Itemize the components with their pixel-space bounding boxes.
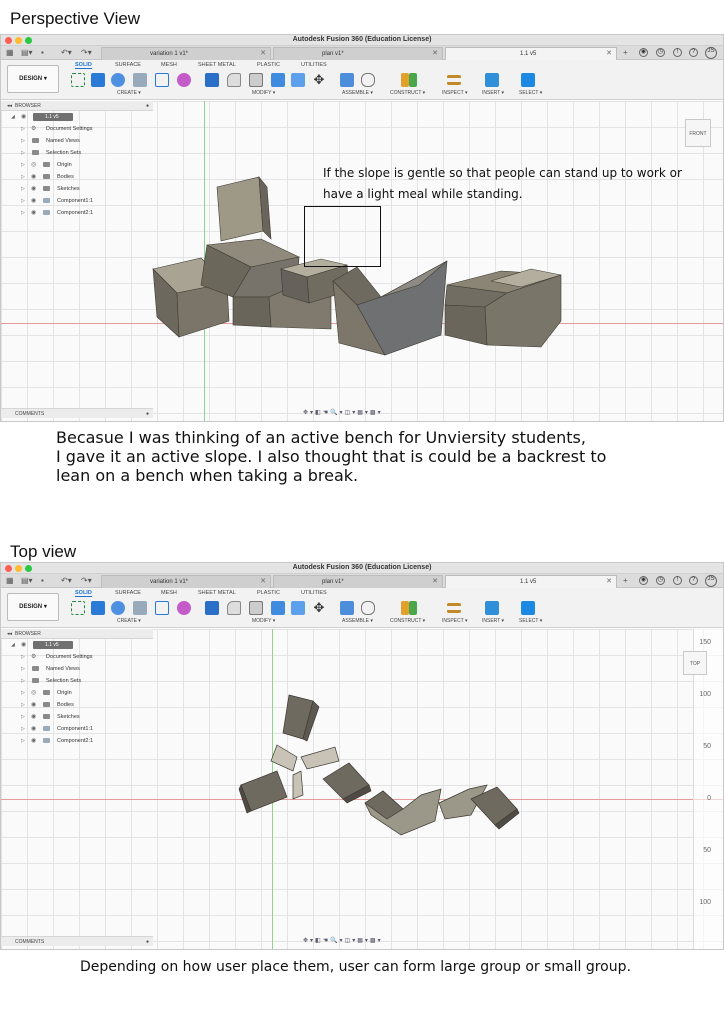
browser-item[interactable]: ▷ Named Views (21, 138, 80, 144)
undo-icon[interactable]: ↶▾ (61, 576, 72, 585)
tab-utilities[interactable]: UTILITIES (301, 590, 327, 596)
tab-plastic[interactable]: PLASTIC (257, 590, 280, 596)
tab-plastic[interactable]: PLASTIC (257, 62, 280, 68)
eye-icon[interactable]: ◉ (31, 210, 37, 216)
tab-surface[interactable]: SURFACE (115, 62, 141, 68)
eye-icon[interactable]: ◉ (31, 174, 37, 180)
slope-annotation: If the slope is gentle so that people can stand up to work or have a light meal while standing. (323, 166, 682, 201)
comments-panel[interactable]: COMMENTS ● (1, 408, 153, 418)
viewcube[interactable]: TOP (683, 651, 707, 675)
browser-item[interactable]: ▷ ⚙ Document Settings (1, 651, 153, 663)
browser-panel (1, 629, 153, 747)
create-menu[interactable]: CREATE ▾ (117, 618, 141, 624)
save-icon[interactable]: ▪ (41, 48, 44, 57)
top-view-title: Top view (10, 542, 77, 561)
tab-active-design[interactable]: 1.1 v5 ✕ (445, 47, 617, 60)
select-menu[interactable]: SELECT ▾ (519, 618, 543, 624)
browser-item[interactable]: ▷ ◉ Component1:1 (1, 723, 153, 735)
tab-solid[interactable]: SOLID (75, 590, 92, 596)
browser-item[interactable]: ▷ Named Views (21, 666, 80, 672)
tab-variation[interactable]: variation 1 v1* ✕ (101, 575, 271, 588)
new-tab-icon[interactable]: + (623, 48, 628, 57)
modify-menu[interactable]: MODIFY ▾ (252, 90, 276, 96)
inspect-menu[interactable]: INSPECT ▾ (442, 90, 468, 96)
redo-icon[interactable]: ↷▾ (81, 48, 92, 57)
user-avatar[interactable]: JS (705, 47, 717, 59)
browser-item[interactable]: ▷ ◉ Sketches (1, 183, 153, 195)
top-view-models[interactable] (1, 563, 724, 950)
gear-icon: ⚙ (31, 126, 37, 132)
close-icon[interactable]: ✕ (260, 578, 266, 585)
notifications-icon[interactable]: ! (673, 576, 682, 585)
help-icon[interactable]: ? (689, 576, 698, 585)
dimension-ruler: 150 100 50 0 50 100 (693, 629, 723, 949)
fusion-window-top (0, 562, 724, 950)
assemble-menu[interactable]: ASSEMBLE ▾ (342, 618, 373, 624)
eye-icon[interactable]: ◉ (31, 702, 37, 708)
navigation-bar[interactable]: ✥▾◧☚🔍▾◫▾▦▾▩▾ (303, 410, 383, 416)
new-tab-icon[interactable]: + (623, 576, 628, 585)
browser-root[interactable]: ◢ ◉ 1.1 v5 (1, 111, 153, 123)
window-title: Autodesk Fusion 360 (Education License) (292, 564, 432, 571)
viewcube[interactable]: FRONT (685, 119, 711, 147)
redo-icon[interactable]: ↷▾ (81, 576, 92, 585)
folder-icon (32, 678, 39, 683)
browser-header[interactable]: ◂◂ BROWSER ● (1, 101, 153, 111)
eye-icon[interactable]: ◉ (31, 714, 37, 720)
browser-root[interactable]: ◢ ◉ 1.1 v5 (1, 639, 153, 651)
insert-menu[interactable]: INSERT ▾ (482, 90, 505, 96)
tab-sheet-metal[interactable]: SHEET METAL (198, 62, 236, 68)
perspective-caption: Becasue I was thinking of an active bench for Unviersity students, I gave it an active slope. I also thought that is could be a backrest to lean on a bench when taking a break. (56, 428, 607, 485)
browser-item[interactable]: ▷ Selection Sets (21, 150, 82, 156)
tab-variation[interactable]: variation 1 v1* ✕ (101, 47, 271, 60)
browser-item[interactable]: ▷ ◉ Bodies (1, 699, 153, 711)
window-title: Autodesk Fusion 360 (Education License) (292, 36, 432, 43)
eye-icon[interactable]: ◉ (31, 726, 37, 732)
insert-menu[interactable]: INSERT ▾ (482, 618, 505, 624)
fusion-window-perspective (0, 34, 724, 422)
backrest-slab[interactable] (217, 177, 263, 241)
perspective-view-title: Perspective View (10, 9, 141, 28)
save-icon[interactable]: ▪ (41, 576, 44, 585)
tab-plan[interactable]: plan v1* ✕ (273, 47, 443, 60)
folder-icon (32, 138, 39, 143)
browser-item[interactable]: ▷ ◉ Sketches (1, 711, 153, 723)
file-menu-icon[interactable]: ▤▾ (21, 48, 33, 57)
browser-item[interactable]: ▷ ◉ Bodies (1, 171, 153, 183)
user-avatar[interactable]: JS (705, 575, 717, 587)
browser-item[interactable]: ▷ ◎ Origin (1, 687, 153, 699)
select-menu[interactable]: SELECT ▾ (519, 90, 543, 96)
browser-panel (1, 101, 153, 219)
folder-icon (32, 666, 39, 671)
close-icon[interactable]: ✕ (432, 50, 438, 57)
gear-icon: ⚙ (31, 654, 37, 660)
close-icon[interactable]: ✕ (606, 578, 612, 585)
tab-solid[interactable]: SOLID (75, 62, 92, 68)
assemble-menu[interactable]: ASSEMBLE ▾ (342, 90, 373, 96)
comments-panel[interactable]: COMMENTS ● (1, 936, 153, 946)
tab-surface[interactable]: SURFACE (115, 590, 141, 596)
job-status-icon[interactable]: ◷ (657, 577, 664, 583)
browser-item[interactable]: ▷ ⚙ Document Settings (1, 123, 153, 135)
browser-item[interactable]: ▷ ◉ Component1:1 (1, 195, 153, 207)
close-icon[interactable]: ✕ (260, 50, 266, 57)
top-caption: Depending on how user place them, user can form large group or small group. (80, 959, 631, 975)
move-icon[interactable]: ✥ (313, 600, 325, 615)
help-icon[interactable]: ? (689, 48, 698, 57)
eye-icon[interactable]: ◉ (31, 186, 37, 192)
tab-active-design[interactable]: 1.1 v5 ✕ (445, 575, 617, 588)
modify-menu[interactable]: MODIFY ▾ (252, 618, 276, 624)
construct-menu[interactable]: CONSTRUCT ▾ (390, 618, 426, 624)
grid-menu-icon[interactable]: ▦ (6, 576, 14, 585)
highlight-box (304, 206, 381, 267)
notifications-icon[interactable]: ! (673, 48, 682, 57)
workspace-switcher-button[interactable]: DESIGN ▾ (7, 593, 59, 621)
workspace-switcher-button[interactable]: DESIGN ▾ (7, 65, 59, 93)
job-status-icon[interactable]: ◷ (657, 49, 664, 55)
tab-mesh[interactable]: MESH (161, 590, 177, 596)
tab-plan[interactable]: plan v1* ✕ (273, 575, 443, 588)
browser-item[interactable]: ▷ ◎ Origin (1, 159, 153, 171)
extensions-icon[interactable]: ◉ (640, 49, 647, 55)
eye-icon[interactable]: ◎ (31, 690, 37, 696)
browser-header[interactable]: ◂◂ BROWSER (1, 629, 153, 639)
grid-menu-icon[interactable]: ▦ (6, 48, 14, 57)
move-icon[interactable]: ✥ (313, 72, 325, 87)
browser-item[interactable]: ▷ ◉ Component2:1 (1, 207, 153, 219)
inspect-menu[interactable]: INSPECT ▾ (442, 618, 468, 624)
close-icon[interactable]: ✕ (432, 578, 438, 585)
eye-icon[interactable]: ◉ (31, 198, 37, 204)
construct-menu[interactable]: CONSTRUCT ▾ (390, 90, 426, 96)
extensions-icon[interactable]: ◉ (640, 577, 647, 583)
eye-icon[interactable]: ◉ (31, 738, 37, 744)
close-icon[interactable]: ✕ (606, 50, 612, 57)
file-menu-icon[interactable]: ▤▾ (21, 576, 33, 585)
tab-mesh[interactable]: MESH (161, 62, 177, 68)
tab-utilities[interactable]: UTILITIES (301, 62, 327, 68)
browser-item[interactable]: ▷ ◉ Component2:1 (1, 735, 153, 747)
create-menu[interactable]: CREATE ▾ (117, 90, 141, 96)
browser-item[interactable]: ▷ Selection Sets (21, 678, 82, 684)
folder-icon (32, 150, 39, 155)
navigation-bar[interactable]: ✥▾◧☚🔍▾◫▾▦▾▩▾ (303, 938, 383, 944)
undo-icon[interactable]: ↶▾ (61, 48, 72, 57)
eye-icon[interactable]: ◎ (31, 162, 37, 168)
tab-sheet-metal[interactable]: SHEET METAL (198, 590, 236, 596)
